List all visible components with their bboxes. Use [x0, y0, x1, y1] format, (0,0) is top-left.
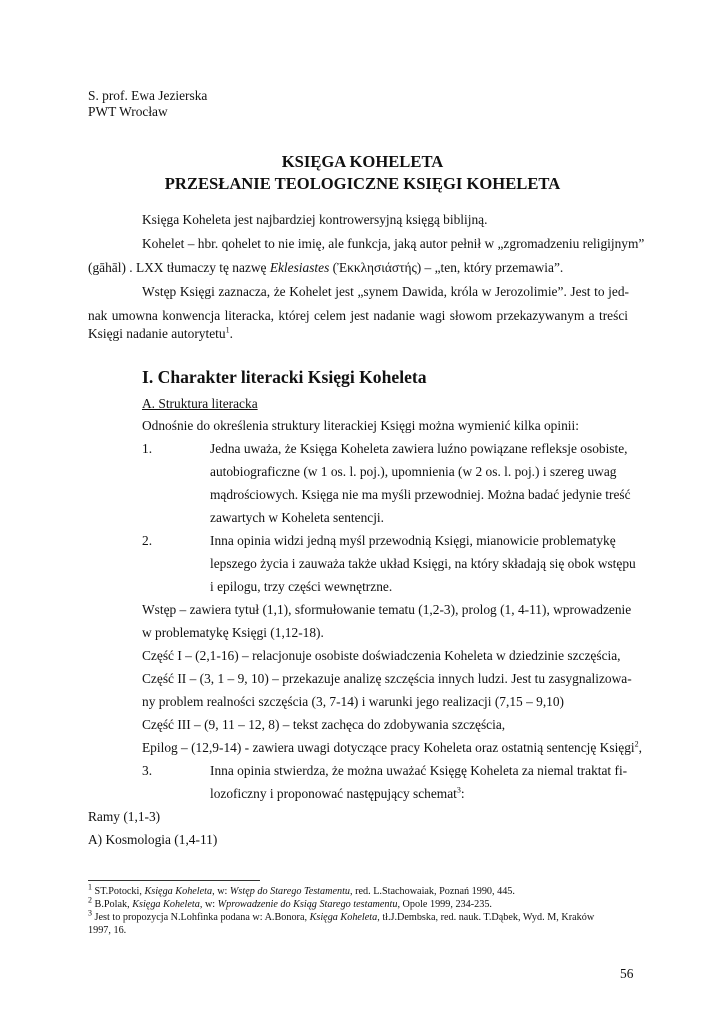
footnote-ref-1[interactable]: 1 — [225, 325, 230, 335]
list-item-3-line-1: Inna opinia stwierdza, że można uważać Księgę Koheleta za niemal traktat fi- — [210, 763, 628, 778]
section-subheading: A. Struktura literacka — [142, 396, 258, 411]
footnote-divider — [88, 880, 260, 881]
eklesiastes-term: Eklesiastes — [269, 260, 330, 275]
list-item-2-number: 2. — [142, 533, 153, 548]
part-1: Część I – (2,1-16) – relacjonuje osobiste doświadczenia Koheleta w dziedzinie szczęścia, — [142, 648, 621, 663]
epilog: Epilog – (12,9-14) - zawiera uwagi dotyczące pracy Koheleta oraz ostatnią sentencję Księgi$^2$, — [142, 739, 643, 755]
title-line-1: KSIĘGA KOHELETA — [281, 152, 444, 171]
body-lead: Odnośnie do określenia struktury literackiej Księgi można wymienić kilka opinii: — [142, 418, 579, 433]
wstep-line-2: w problematykę Księgi (1,12-18). — [142, 625, 324, 640]
list-item-1-number: 1. — [142, 441, 153, 456]
ramy: Ramy (1,1-3) — [88, 809, 161, 824]
intro-paragraph-1: Księga Koheleta jest najbardziej kontrowersyjną księgą biblijną. — [142, 212, 488, 227]
list-item-1-line-4: zawartych w Koheleta sentencji. — [210, 510, 384, 525]
list-item-2-line-3: i epilogu, trzy części wewnętrzne. — [210, 579, 393, 594]
part-2-line-1: Część II – (3, 1 – 9, 10) – przekazuje analizę szczęścia innych ludzi. Jest tu zasygnalizowa- — [142, 671, 632, 686]
intro-paragraph-2-line-2: (gāhāl) . LXX tłumaczy tę nazwę Eklesiastes (Ἐκκλησιάστής) – „ten, który przemawia”. — [88, 260, 564, 275]
page-number: 56 — [620, 966, 634, 981]
list-item-2-line-1: Inna opinia widzi jedną myśl przewodnią Księgi, mianowicie problematykę — [210, 533, 616, 548]
author-institution: PWT Wrocław — [88, 104, 168, 119]
list-item-1-line-3: mądrościowych. Księga nie ma myśli przewodniej. Można badać jedynie treść — [210, 487, 631, 502]
intro-paragraph-2-line-1: Kohelet – hbr. qohelet to nie imię, ale funkcja, jaką autor pełnił w „zgromadzeniu religijnym” — [142, 236, 645, 251]
footnote-1: $^1$ ST.Potocki, Księga Koheleta, w: Wstęp do Starego Testamentu, red. L.Stachowaiak, Poznań 1990, 445. — [88, 882, 515, 897]
title-line-2: PRZESŁANIE TEOLOGICZNE KSIĘGI KOHELETA — [164, 174, 561, 193]
footnote-2: $^2$ B.Polak, Księga Koheleta, w: Wprowadzenie do Ksiąg Starego testamentu, Opole 1999, 234-235. — [88, 895, 492, 910]
part-3: Część III – (9, 11 – 12, 8) – tekst zachęca do zdobywania szczęścia, — [142, 717, 506, 732]
footnote-ref-2[interactable]: 2 — [634, 739, 639, 749]
intro-paragraph-3-line-1: Wstęp Księgi zaznacza, że Kohelet jest „synem Dawida, króla w Jerozolimie”. Jest to jed- — [142, 284, 629, 299]
intro-paragraph-3-line-3: Księgi nadanie autorytetu$^1$. — [88, 325, 233, 341]
footnote-3-line-2: 1997, 16. — [88, 925, 127, 936]
kosmologia: A) Kosmologia (1,4-11) — [88, 832, 218, 847]
section-heading: I. Charakter literacki Księgi Koheleta — [142, 367, 427, 387]
list-item-1-line-2: autobiograficzne (w 1 os. l. poj.), upomnienia (w 2 os. l. poj.) i szereg uwag — [210, 464, 617, 479]
author-name: S. prof. Ewa Jezierska — [88, 88, 208, 103]
footnote-ref-3[interactable]: 3 — [456, 785, 461, 795]
part-2-line-2: ny problem realności szczęścia (3, 7-14) i warunki jego realizacji (7,15 – 9,10) — [142, 694, 565, 709]
list-item-3-number: 3. — [142, 763, 153, 778]
footnote-3: $^3$ Jest to propozycja N.Lohfinka podana w: A.Bonora, Księga Koheleta, tł.J.Dembska, red. nauk. T.Dąbek, Wyd. M, Kraków — [88, 908, 595, 923]
list-item-3-line-2: lozoficzny i proponować następujący schemat$^3$: — [210, 785, 465, 801]
wstep-line-1: Wstęp – zawiera tytuł (1,1), sformułowanie tematu (1,2-3), prolog (1, 4-11), wprowadzenie — [142, 602, 632, 617]
list-item-1-line-1: Jedna uważa, że Księga Koheleta zawiera luźno powiązane refleksje osobiste, — [210, 441, 628, 456]
intro-paragraph-3-line-2: nak umowna konwencja literacka, której celem jest nadanie wagi słowom przekazywanym a treści — [88, 308, 628, 323]
list-item-2-line-2: lepszego życia i zauważa także układ Księgi, na który składają się obok wstępu — [210, 556, 636, 571]
